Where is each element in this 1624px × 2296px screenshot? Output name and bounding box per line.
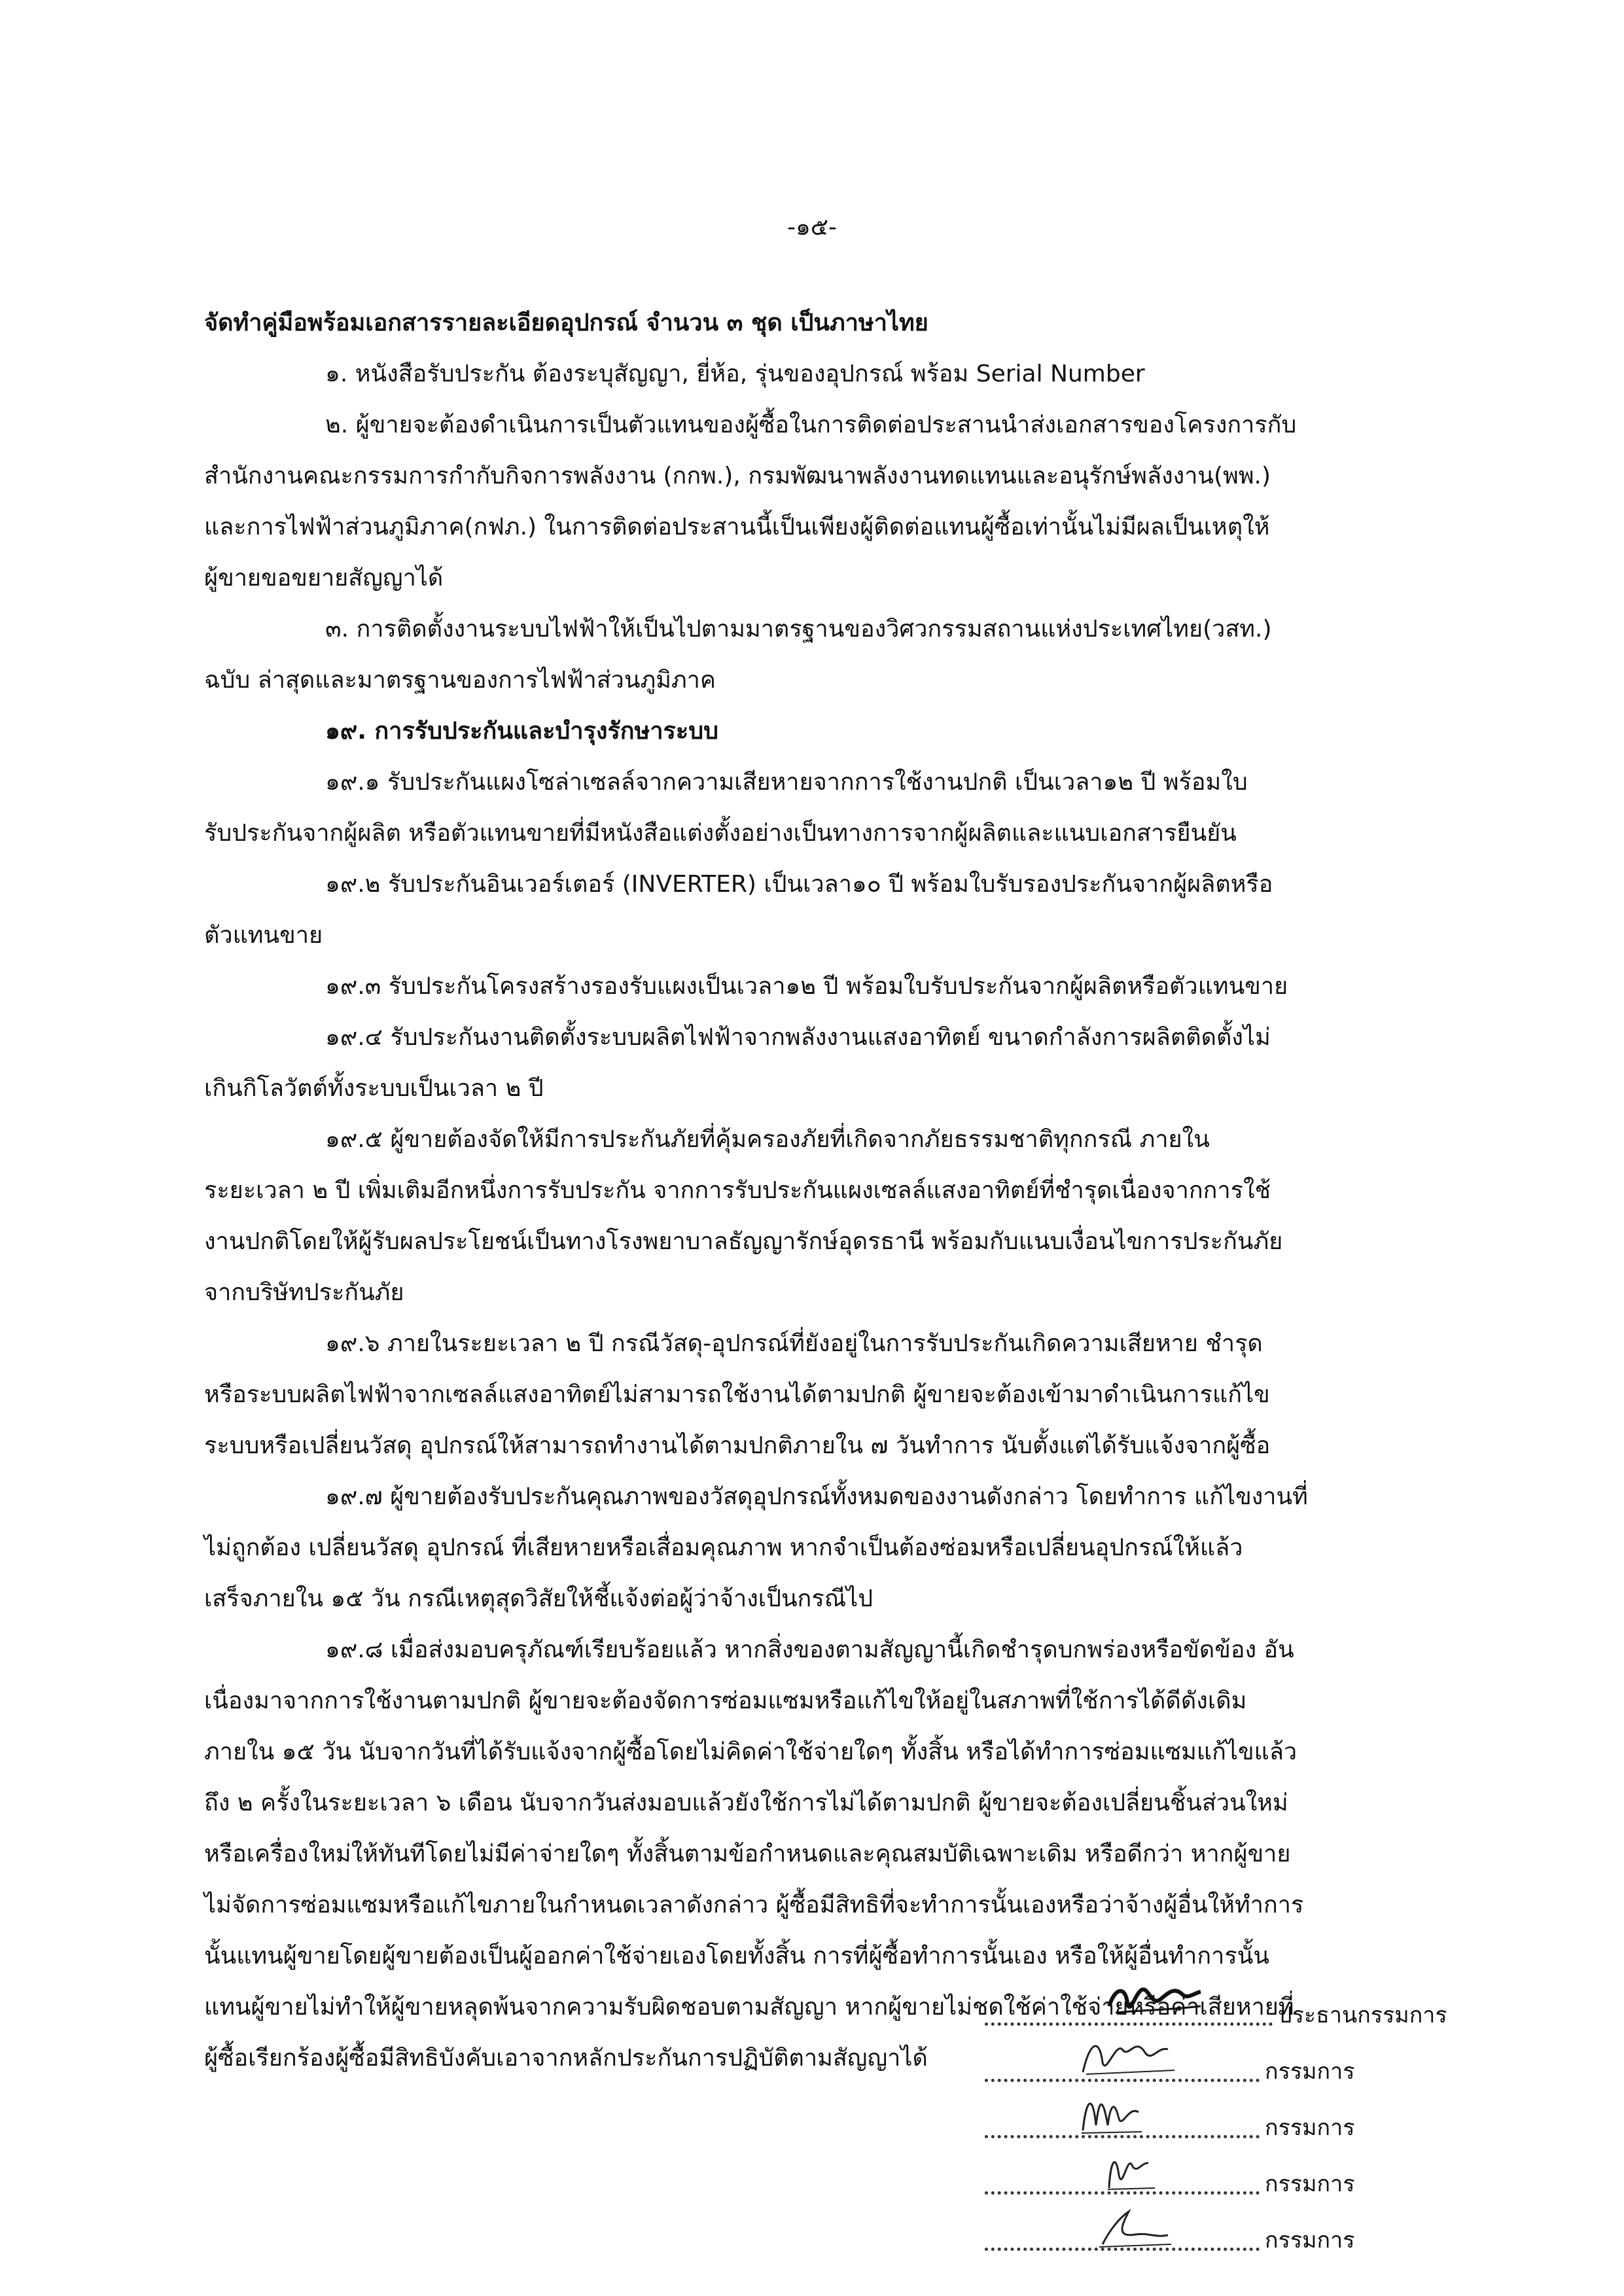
paragraph-line: ฉบับ ล่าสุดและมาตรฐานของการไฟฟ้าส่วนภูมิภาค [204,667,716,694]
paragraph-line: ๒. ผู้ขายจะต้องดำเนินการเป็นตัวแทนของผู้ซื้อในการติดต่อประสานนำส่งเอกสารของโครงการกับ [325,412,1297,438]
paragraph-line: หรือเครื่องใหม่ให้ทันทีโดยไม่มีค่าจ่ายใดๆ ทั้งสิ้นตามข้อกำหนดและคุณสมบัติเฉพาะเดิม หรือดีกว่า หากผู้ขาย [204,1841,1291,1867]
paragraph-line: หรือระบบผลิตไฟฟ้าจากเซลล์แสงอาทิตย์ไม่สามารถใช้งานได้ตามปกติ ผู้ขายจะต้องเข้ามาดำเนินการแก้ไข [204,1381,1270,1408]
paragraph-line: ๑๙.๘ เมื่อส่งมอบครุภัณฑ์เรียบร้อยแล้ว หากสิ่งของตามสัญญานี้เกิดชำรุดบกพร่องหรือขัดข้อง อัน [325,1636,1294,1663]
paragraph-line: ผู้ซื้อเรียกร้องผู้ซื้อมีสิทธิบังคับเอาจากหลักประกันการปฏิบัติตามสัญญาได้ [204,2045,928,2072]
paragraph-line: เสร็จภายใน ๑๕ วัน กรณีเหตุสุดวิสัยให้ชี้แจ้งต่อผู้ว่าจ้างเป็นกรณีไป [204,1585,874,1612]
paragraph-line: ผู้ขายขอขยายสัญญาได้ [204,565,444,592]
paragraph-line: ๑. หนังสือรับประกัน ต้องระบุสัญญา, ยี่ห้อ, รุ่นของอุปกรณ์ พร้อม Serial Number [325,361,1145,387]
signature-title: ประธานกรรมการ [1278,2002,1447,2028]
paragraph-line: ระยะเวลา ๒ ปี เพิ่มเติมอีกหนึ่งการรับประกัน จากการรับประกันแผงเซลล์แสงอาทิตย์ที่ชำรุดเนื่องจากการใช้ [204,1177,1271,1204]
signature-block [985,1976,1482,2257]
paragraph-line: ๑๙.๓ รับประกันโครงสร้างรองรับแผงเป็นเวลา๑๒ ปี พร้อมใบรับประกันจากผู้ผลิตหรือตัวแทนขาย [325,973,1288,1000]
signature-title: กรรมการ [1265,2115,1355,2141]
page-number: -๑๕- [786,214,838,241]
paragraph-line: ไม่จัดการซ่อมแซมหรือแก้ไขภายในกำหนดเวลาดังกล่าว ผู้ซื้อมีสิทธิที่จะทำการนั้นเองหรือว่าจ้างผู้อื่นให้ทำการ [204,1892,1304,1918]
signature-title: กรรมการ [1265,2227,1355,2253]
signature-row-committee [985,2201,1482,2257]
paragraph-line: ๑๙.๒ รับประกันอินเวอร์เตอร์ (INVERTER) เป็นเวลา๑๐ ปี พร้อมใบรับรองประกันจากผู้ผลิตหรือ [325,871,1273,898]
paragraph-line: เกินกิโลวัตต์ทั้งระบบเป็นเวลา ๒ ปี [204,1075,544,1102]
handwritten-signature [1011,2136,1220,2195]
heading-manual: จัดทำคู่มือพร้อมเอกสารรายละเอียดอุปกรณ์ จำนวน ๓ ชุด เป็นภาษาไทย [204,309,928,336]
paragraph-line: ๑๙.๕ ผู้ขายต้องจัดให้มีการประกันภัยที่คุ้มครองภัยที่เกิดจากภัยธรรมชาติทุกกรณี ภายใน [325,1126,1210,1153]
document-body [204,298,1434,2084]
paragraph-line: ถึง ๒ ครั้งในระยะเวลา ๖ เดือน นับจากวันส่งมอบแล้วยังใช้การไม่ได้ตามปกติ ผู้ขายจะต้องเปลี่ยนชิ้นส่วนใหม่ [204,1790,1288,1816]
paragraph-line: ๑๙.๔ รับประกันงานติดตั้งระบบผลิตไฟฟ้าจากพลังงานแสงอาทิตย์ ขนาดกำลังการผลิตติดตั้งไม่ [325,1024,1271,1051]
paragraph-line: ๓. การติดตั้งงานระบบไฟฟ้าให้เป็นไปตามมาตรฐานของวิศวกรรมสถานแห่งประเทศไทย(วสท.) [325,616,1272,643]
paragraph-line: นั้นแทนผู้ขายโดยผู้ขายต้องเป็นผู้ออกค่าใช้จ่ายเองโดยทั้งสิ้น การที่ผู้ซื้อทำการนั้นเอง หรือให้ผู้อื่นทำการนั้น [204,1943,1269,1969]
paragraph-line: สำนักงานคณะกรรมการกำกับกิจการพลังงาน (กกพ.), กรมพัฒนาพลังงานทดแทนและอนุรักษ์พลังงาน(พพ.) [204,463,1271,489]
paragraph-line: จากบริษัทประกันภัย [204,1279,404,1306]
paragraph-line: แทนผู้ขายไม่ทำให้ผู้ขายหลุดพ้นจากความรับผิดชอบตามสัญญา หากผู้ขายไม่ชดใช้ค่าใช้จ่ายหรือค่าเสียหายที่ [204,1994,1294,2021]
section-heading-warranty: ๑๙. การรับประกันและบำรุงรักษาระบบ [325,718,718,745]
paragraph-line: ภายใน ๑๕ วัน นับจากวันที่ได้รับแจ้งจากผู้ซื้อโดยไม่คิดค่าใช้จ่ายใดๆ ทั้งสิ้น หรือได้ทำการซ่อมแซมแก้ไขแล้ว [204,1739,1297,1765]
paragraph-line: งานปกติโดยให้ผู้รับผลประโยชน์เป็นทางโรงพยาบาลธัญญารักษ์อุดรธานี พร้อมกับแนบเงื่อนไขการประกันภัย [204,1228,1283,1255]
handwritten-signature [1011,2192,1220,2251]
handwritten-signature [1011,2079,1220,2138]
paragraph-line: ๑๙.๑ รับประกันแผงโซล่าเซลล์จากความเสียหายจากการใช้งานปกติ เป็นเวลา๑๒ ปี พร้อมใบ [325,769,1248,796]
signature-title: กรรมการ [1265,2171,1355,2197]
paragraph-line: และการไฟฟ้าส่วนภูมิภาค(กฟภ.) ในการติดต่อประสานนี้เป็นเพียงผู้ติดต่อแทนผู้ซื้อเท่านั้นไม่มีผลเป็นเหตุให้ [204,514,1270,540]
paragraph-line: ระบบหรือเปลี่ยนวัสดุ อุปกรณ์ให้สามารถทำงานได้ตามปกติภายใน ๗ วันทำการ นับตั้งแต่ได้รับแจ้งจากผู้ซื้อ [204,1432,1271,1459]
paragraph-line: ๑๙.๖ ภายในระยะเวลา ๒ ปี กรณีวัสดุ-อุปกรณ์ที่ยังอยู่ในการรับประกันเกิดความเสียหาย ชำรุด [325,1330,1263,1357]
paragraph-line: ตัวแทนขาย [204,922,323,949]
handwritten-signature [1011,2023,1220,2082]
signature-title: กรรมการ [1265,2058,1355,2085]
handwritten-signature [1011,1967,1220,2026]
paragraph-line: ๑๙.๗ ผู้ขายต้องรับประกันคุณภาพของวัสดุอุปกรณ์ทั้งหมดของงานดังกล่าว โดยทำการ แก้ไขงานที่ [325,1483,1308,1510]
paragraph-line: เนื่องมาจากการใช้งานตามปกติ ผู้ขายจะต้องจัดการซ่อมแซมหรือแก้ไขให้อยู่ในสภาพที่ใช้การได้ดีดังเดิม [204,1687,1247,1714]
paragraph-line: รับประกันจากผู้ผลิต หรือตัวแทนขายที่มีหนังสือแต่งตั้งอย่างเป็นทางการจากผู้ผลิตและแนบเอกสารยืนยัน [204,820,1237,847]
paragraph-line: ไม่ถูกต้อง เปลี่ยนวัสดุ อุปกรณ์ ที่เสียหายหรือเสื่อมคุณภาพ หากจำเป็นต้องซ่อมหรือเปลี่ยนอุปกรณ์ให้แล้ว [204,1534,1243,1561]
